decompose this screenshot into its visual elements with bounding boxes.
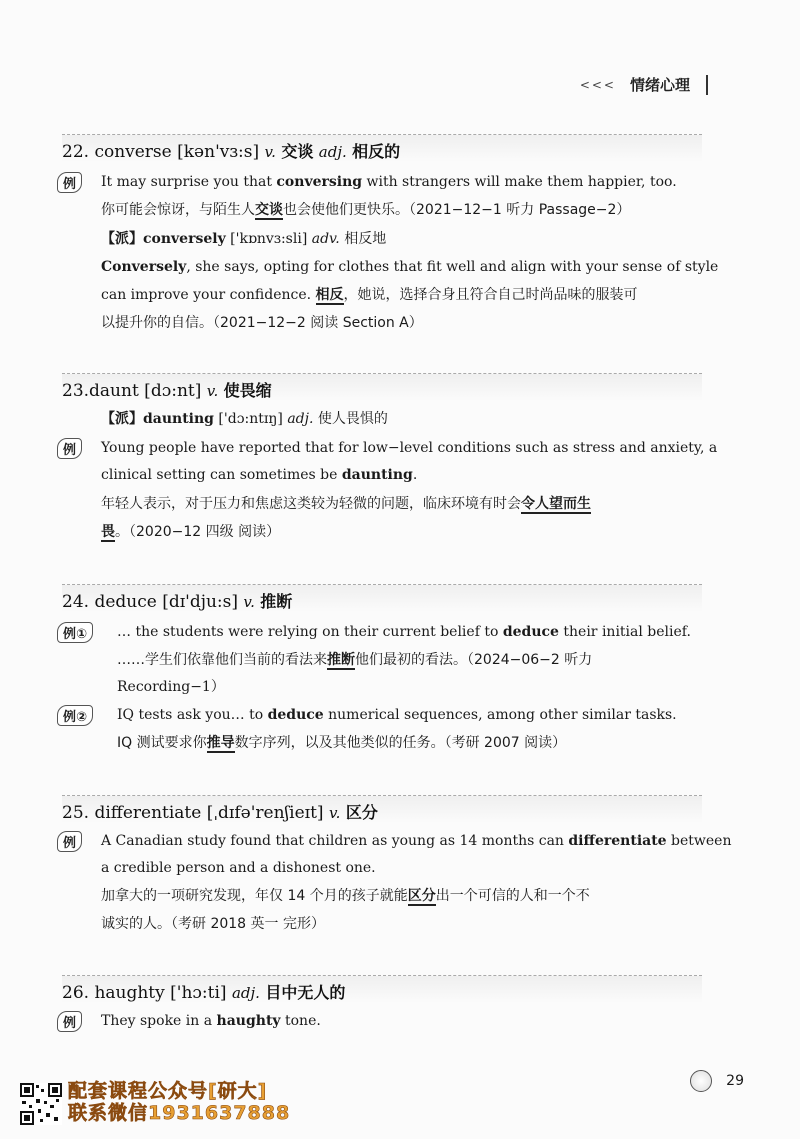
example-tag: 例 — [57, 438, 82, 459]
headword: 22. converse [kən'vɜ:s] — [62, 142, 260, 162]
header-bar — [706, 75, 708, 95]
example-tag: 例 — [57, 1011, 82, 1032]
example-cn: 畏。（2020−12 四级 阅读） — [101, 524, 281, 540]
pos: v. — [206, 382, 219, 400]
derivative: 【派】conversely ['kɒnvɜ:sli] adv. 相反地 — [101, 231, 387, 247]
meaning: 区分 — [345, 803, 378, 822]
meaning: 推断 — [260, 592, 293, 611]
pos: v. — [243, 593, 255, 611]
example-en: A Canadian study found that children as young as 14 months can differentiate between — [101, 833, 732, 849]
qr-code-icon — [20, 1083, 62, 1125]
headword: 24. deduce [dɪ'dju:s] — [62, 592, 239, 612]
entry-22-heading — [62, 134, 702, 162]
example-cn: 加拿大的一项研究发现，年仅 14 个月的孩子就能区分出一个可信的人和一个不 — [101, 888, 590, 904]
entry-24-heading — [62, 584, 702, 612]
page-circle-icon — [690, 1070, 712, 1092]
example-en: … the students were relying on their current belief to deduce their initial belief. — [117, 624, 691, 640]
example-tag-1: 例① — [57, 622, 93, 643]
header-arrows: <<< — [579, 77, 616, 92]
example-en: clinical setting can sometimes be daunting. — [101, 467, 418, 483]
pos: adj. — [318, 143, 347, 161]
example-tag: 例 — [57, 172, 82, 193]
example-tag-2: 例② — [57, 705, 93, 726]
example-cn: 诚实的人。（考研 2018 英一 完形） — [101, 916, 325, 932]
entry-25-heading — [62, 795, 702, 823]
promo-text: 配套课程公众号[研大] 联系微信1931637888 — [68, 1080, 291, 1124]
example-en: It may surprise you that conversing with strangers will make them happier, too. — [101, 174, 677, 190]
entry-26-heading — [62, 975, 702, 1003]
pos: adj. — [231, 984, 260, 1002]
headword: 26. haughty ['hɔ:ti] — [62, 983, 227, 1003]
example-cn: Recording−1） — [117, 679, 225, 695]
example-en: Conversely, she says, opting for clothes that fit well and align with your sense of style — [101, 259, 719, 275]
meaning: 交谈 — [281, 142, 314, 161]
entry-23-heading — [62, 373, 702, 401]
derivative: 【派】daunting ['dɔ:ntɪŋ] adj. 使人畏惧的 — [101, 411, 388, 427]
running-header — [580, 74, 708, 95]
example-en: can improve your confidence. 相反，她说，选择合身且符合自己时尚品味的服装可 — [101, 287, 638, 303]
meaning: 目中无人的 — [265, 983, 346, 1002]
example-cn: 年轻人表示，对于压力和焦虑这类较为轻微的问题，临床环境有时会令人望而生 — [101, 496, 591, 512]
pos: v. — [328, 804, 341, 822]
headword: 23.daunt [dɔ:nt] — [62, 381, 202, 401]
pos: v. — [264, 143, 276, 161]
example-cn: ……学生们依靠他们当前的看法来推断他们最初的看法。（2024−06−2 听力 — [117, 652, 593, 668]
example-cn: 你可能会惊讶，与陌生人交谈也会使他们更快乐。（2021−12−1 听力 Passage−2） — [101, 202, 631, 218]
example-en: Young people have reported that for low−level conditions such as stress and anxiety, a — [101, 440, 718, 456]
meaning: 相反的 — [352, 142, 401, 161]
example-cn: 以提升你的自信。（2021−12−2 阅读 Section A） — [101, 315, 423, 331]
example-tag: 例 — [57, 831, 82, 852]
example-en: IQ tests ask you… to deduce numerical sequences, among other similar tasks. — [117, 707, 677, 723]
headword: 25. differentiate [ˌdɪfə'renʃieɪt] — [62, 803, 324, 823]
meaning: 使畏缩 — [223, 381, 272, 400]
page-number: 29 — [726, 1073, 744, 1089]
example-en: a credible person and a dishonest one. — [101, 860, 376, 876]
example-en: They spoke in a haughty tone. — [101, 1013, 321, 1029]
chapter-title: 情绪心理 — [629, 76, 690, 94]
example-cn: IQ 测试要求你推导数字序列，以及其他类似的任务。（考研 2007 阅读） — [117, 735, 567, 751]
